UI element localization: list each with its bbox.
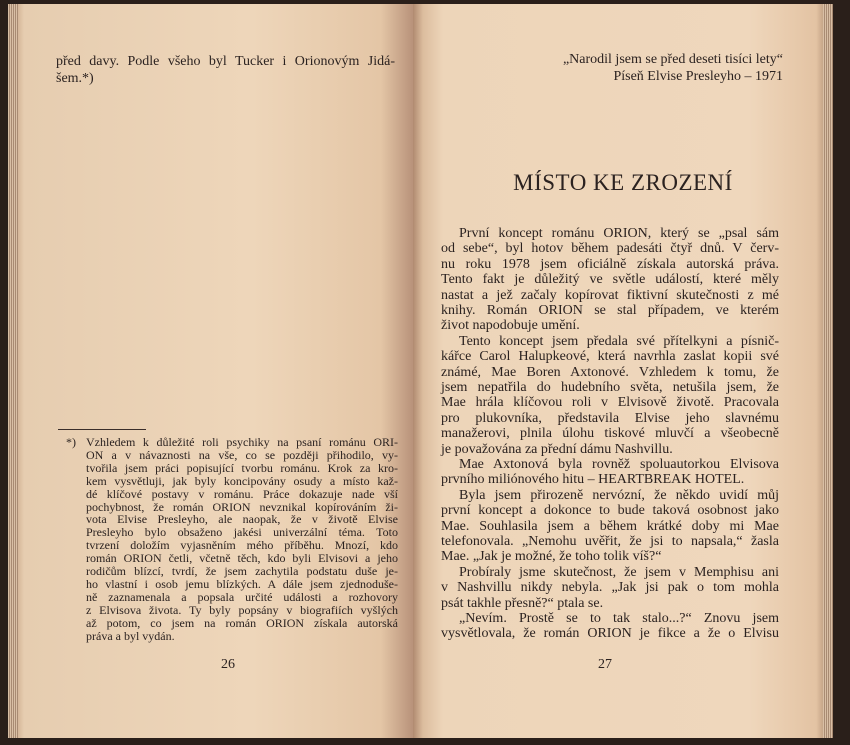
- paragraph-line: Mae. „Jak je možné, že toho tolik víš?“: [441, 549, 662, 565]
- paragraph-line: v Nashvillu nikdy nebyla. „Jak jsi pak o tom mohla: [441, 580, 779, 596]
- paragraph-line: je považována za přední dámu Nashvillu.: [441, 441, 673, 457]
- right-page: [413, 4, 833, 738]
- page-number-left: 26: [221, 657, 235, 672]
- paragraph-line: manažerovi, plnila úlohu tiskové mluvčí a všeobecně: [441, 426, 779, 442]
- paragraph-line: Mae. Souhlasila jsem a během krátké doby mi Mae: [441, 518, 779, 534]
- paragraph-line: telefonovala. „Nemohu uvěřit, že jsi to napsala,“ žasla: [441, 534, 779, 549]
- paragraph-line: první koncept a dokonce to bude taková osobnost jako: [441, 503, 779, 519]
- footnote-line: ně zaznamenala a popsala určité události a rozhovory: [86, 589, 398, 604]
- paragraph-line: jsem nepatřila do hudebního světa, netušila jsem, že: [441, 380, 779, 395]
- footnote-line: kem vysvětluji, jak byly koncipovány osudy a místo kaž-: [86, 473, 398, 488]
- text-line: šem.*): [56, 71, 94, 86]
- paragraph-line: „Nevím. Prostě se to tak stalo...?“ Znovu jsem: [459, 611, 779, 626]
- paragraph-line: kářce Carol Halupkeové, která navrhla zaslat kopii své: [441, 349, 779, 365]
- footnote-line: Vzhledem k důležité roli psychiky na psaní románu ORI-: [86, 435, 398, 449]
- footnote-line: ho vlastní i osob jemu blízkých. A dále jsem zjednoduše-: [86, 576, 398, 591]
- paragraph-line: Probíraly jsme skutečnost, že jsem v Memphisu ani: [459, 564, 779, 580]
- footnote-line: vota Elvise Presleyho, ale naopak, že v životě Elvise: [86, 512, 398, 527]
- page-edges: [8, 4, 18, 738]
- paragraph-line: od sebe“, byl hotov během padesáti čtyř dnů. V červ-: [441, 241, 779, 257]
- footnote-line: tvořila jsem práci popisující tvorbu románu. Krok za kro-: [86, 460, 398, 475]
- footnote-line: Presleyho bylo obsaženo jakési univerzální téma. Toto: [86, 525, 398, 540]
- paragraph-line: Mae Axtonová byla rovněž spoluautorkou Elvisova: [459, 457, 779, 472]
- footnote-line: tvrzení doložím vyjasněním mého příběhu. Mnozí, kdo: [86, 538, 398, 553]
- paragraph-line: nastat a jež začaly kopírovat fiktivní skutečnosti z mé: [441, 287, 779, 303]
- footnote-line: rodičům blízcí, tvrdí, že jsem zachytila podstatu duše je-: [86, 564, 398, 578]
- footnote-marker: *): [66, 435, 76, 449]
- paragraph-line: knihy. Román ORION se stal případem, ve kterém: [441, 303, 779, 318]
- footnote-line: román ORION četli, včetně těch, kdo byli Elvisovi a jeho: [86, 551, 398, 566]
- paragraph-line: Tento fakt je důležitý ve světle událostí, které měly: [441, 272, 779, 288]
- paragraph-line: známé, Mae Boren Axtonové. Vzhledem k tomu, že: [441, 364, 779, 380]
- paragraph-line: psát takhle přesně?“ ptala se.: [441, 595, 604, 611]
- paragraph-line: Byla jsem přirozeně nervózní, že někdo uvidí můj: [459, 487, 779, 503]
- footnote-line: dé klíčové postavy v románu. Práce dokazuje nade vší: [86, 486, 398, 501]
- footnote-line: pochybnost, že román ORION nevznikal kopírováním ži-: [86, 499, 398, 514]
- epigraph-line: „Narodil jsem se před deseti tisíci lety“: [562, 52, 783, 67]
- footnote-line: ON a v návaznosti na vše, co se později přihodilo, vy-: [86, 447, 398, 462]
- footnote-line: až potom, co jsem na román ORION získala autorská: [86, 615, 398, 630]
- paragraph-line: První koncept románu ORION, který se „psal sám: [459, 226, 779, 241]
- paragraph-line: prvního miliónového hitu – HEARTBREAK HOTEL.: [441, 472, 745, 488]
- epigraph-line: Píseň Elvise Presleyho – 1971: [613, 69, 783, 84]
- paragraph-line: Tento koncept jsem předala své přítelkyni a písnič-: [459, 333, 779, 349]
- paragraph-line: pro plukovníka, představila Elvise jeho slavnému: [441, 410, 779, 426]
- paragraph-line: nu roku 1978 jsem oficiálně získala autorská práva.: [441, 256, 779, 272]
- paragraph-line: Mae hrála klíčovou roli v Elvisově životě. Pracovala: [441, 395, 779, 411]
- left-page: [8, 4, 413, 738]
- chapter-title: MÍSTO KE ZROZENÍ: [513, 170, 733, 195]
- page-number-right: 27: [598, 657, 612, 672]
- footnote-divider: [58, 429, 146, 430]
- footnote-line: z Elvisova života. Ty byly popsány v biografiích vyšlých: [86, 602, 398, 617]
- text-line: před davy. Podle všeho byl Tucker i Orionovým Jidá-: [56, 54, 395, 69]
- page-edges: [823, 4, 833, 738]
- paragraph-line: život napodobuje umění.: [441, 318, 580, 334]
- footnote-line: práva a byl vydán.: [86, 628, 175, 643]
- paragraph-line: vysvětlovala, že román ORION je fikce a že o Elvisu: [441, 626, 779, 642]
